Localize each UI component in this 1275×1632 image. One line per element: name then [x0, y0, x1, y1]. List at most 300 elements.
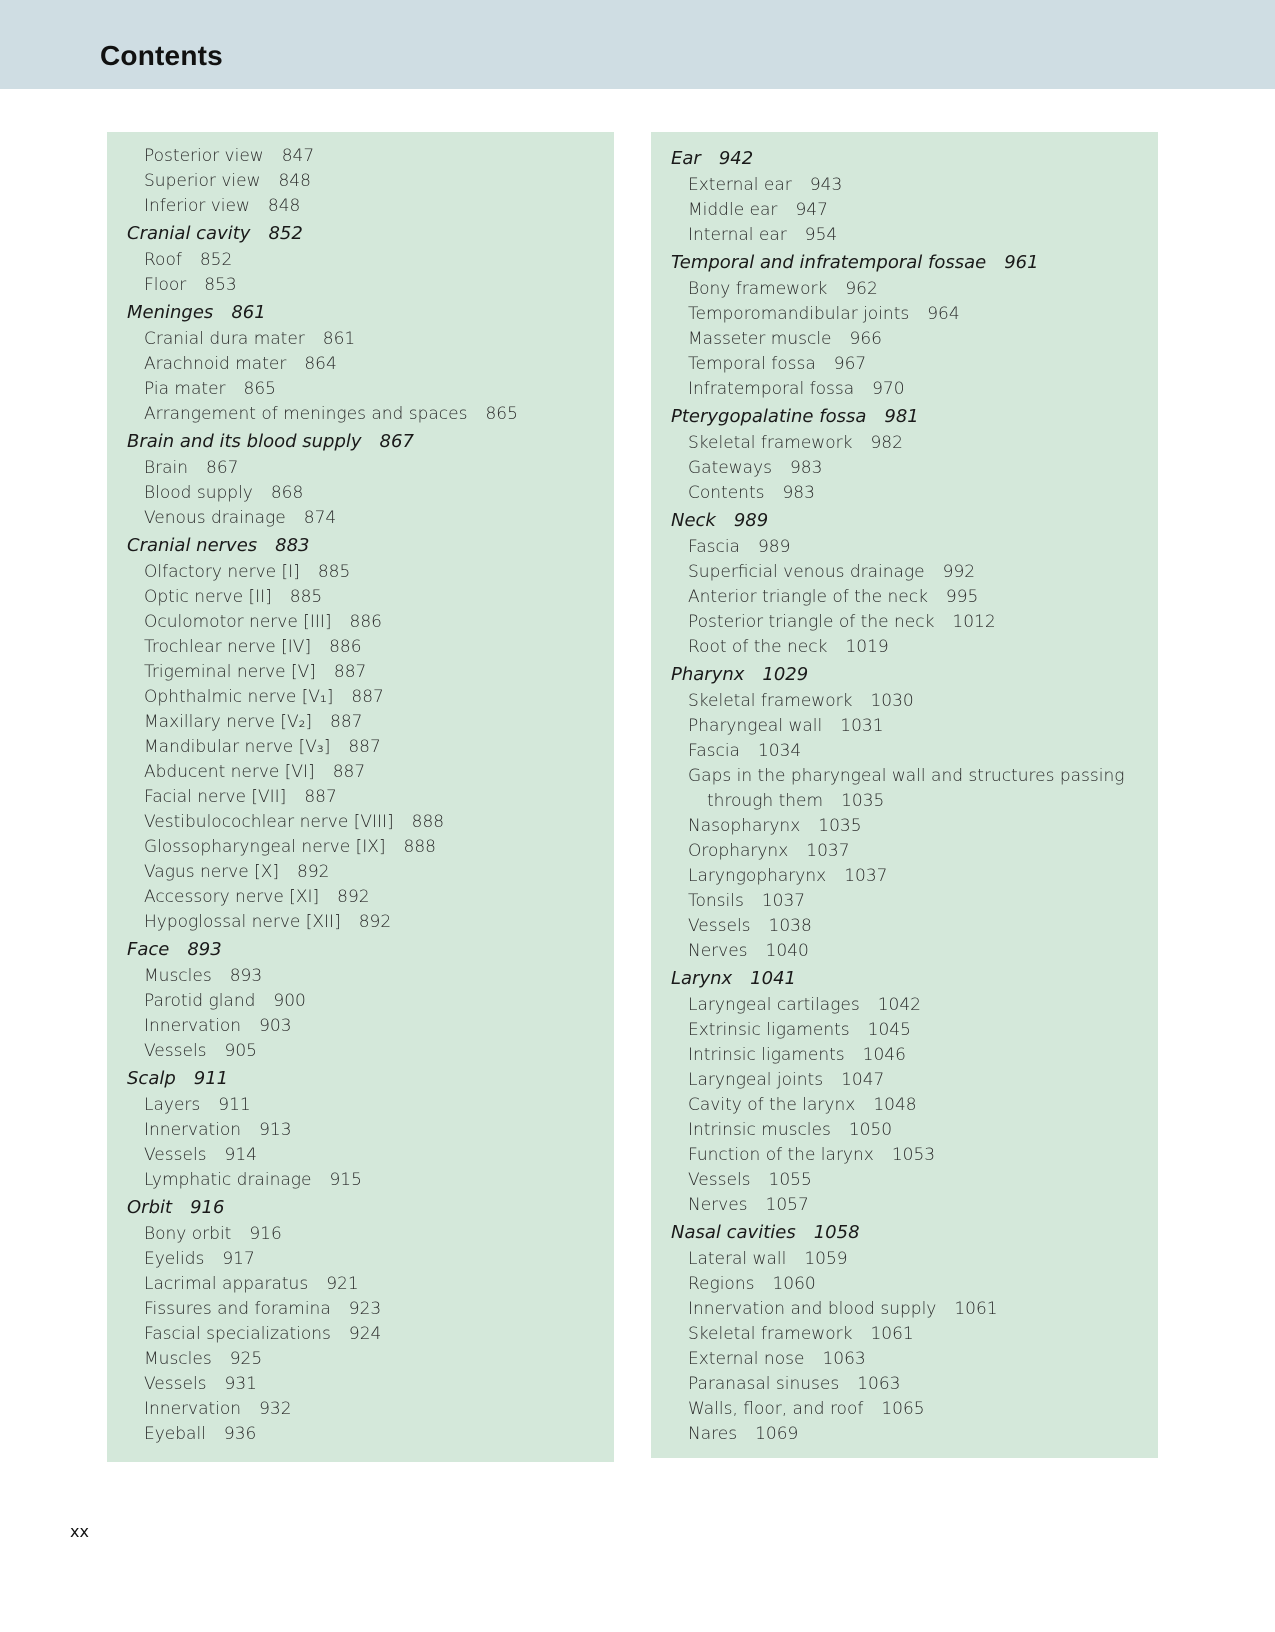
toc-page-number: 1047 [841, 1070, 885, 1090]
toc-subentry[interactable] [127, 760, 598, 785]
toc-subentry[interactable] [671, 1322, 1142, 1347]
toc-subentry[interactable] [127, 1372, 598, 1397]
toc-subentry[interactable] [127, 1247, 598, 1272]
toc-entry-title: Gaps in the pharyngeal wall and structures passing [688, 766, 1125, 786]
toc-page-number: 1029 [762, 664, 809, 685]
toc-entry-title: Intrinsic ligaments [688, 1045, 845, 1065]
toc-subentry[interactable] [127, 610, 598, 635]
toc-subentry[interactable] [127, 910, 598, 935]
toc-page-number: 1037 [844, 866, 888, 886]
toc-entry-title: Venous drainage [144, 508, 286, 528]
toc-page-number: 983 [789, 458, 823, 478]
toc-page-number: 911 [193, 1068, 229, 1089]
toc-entry-title: Parotid gland [144, 991, 256, 1011]
toc-subentry[interactable] [127, 735, 598, 760]
toc-section-entry[interactable] [127, 220, 598, 248]
toc-subentry[interactable] [127, 377, 598, 402]
toc-column-left [107, 132, 614, 1462]
toc-page-number: 942 [718, 148, 754, 169]
toc-entry-title: Mandibular nerve [V₃] [144, 737, 331, 757]
toc-entry-title: Oropharynx [688, 841, 789, 861]
toc-entry-title: Fascial specializations [144, 1324, 331, 1344]
toc-entry-title: Skeletal framework [688, 433, 853, 453]
toc-subentry[interactable] [127, 273, 598, 298]
toc-entry-title: Muscles [144, 1349, 212, 1369]
toc-entry-title: Innervation and blood supply [688, 1299, 937, 1319]
toc-subentry[interactable] [127, 964, 598, 989]
toc-entry-title: Eyeball [144, 1424, 206, 1444]
toc-page-number: 886 [329, 637, 362, 657]
toc-subentry[interactable] [127, 1168, 598, 1193]
toc-entry-title: Infratemporal fossa [688, 379, 855, 399]
toc-subentry[interactable] [671, 1168, 1142, 1193]
toc-subentry[interactable] [127, 402, 598, 427]
toc-section-entry[interactable] [671, 507, 1142, 535]
toc-page-number: 861 [322, 329, 356, 349]
toc-entry-title: Root of the neck [688, 637, 828, 657]
toc-section-entry[interactable] [127, 428, 598, 456]
toc-page-number: 852 [268, 223, 303, 244]
toc-entry-title: Scalp [127, 1068, 176, 1089]
toc-entry-title: Pharyngeal wall [688, 716, 823, 736]
toc-subentry[interactable] [671, 1093, 1142, 1118]
toc-entry-title: Cranial nerves [127, 535, 258, 556]
toc-subentry[interactable] [671, 789, 1142, 814]
toc-section-entry[interactable] [127, 1194, 598, 1222]
toc-entry-title: Maxillary nerve [V₂] [144, 712, 313, 732]
toc-entry-title: Face [127, 939, 170, 960]
toc-page-number: 1050 [848, 1120, 893, 1140]
toc-entry-title: Anterior triangle of the neck [688, 587, 928, 607]
toc-subentry[interactable] [127, 660, 598, 685]
toc-page-number: 1041 [750, 968, 796, 989]
toc-entry-title: Roof [144, 250, 182, 270]
toc-entry-title: Innervation [144, 1399, 242, 1419]
toc-subentry[interactable] [127, 481, 598, 506]
toc-page-number: 962 [845, 279, 878, 299]
toc-entry-title: Trochlear nerve [IV] [144, 637, 312, 657]
toc-page-number: 983 [782, 483, 815, 503]
toc-entry-title: Bony orbit [144, 1224, 232, 1244]
page-number: xx [70, 1522, 89, 1541]
toc-subentry[interactable] [671, 560, 1142, 585]
toc-entry-title: Fascia [688, 741, 740, 761]
toc-subentry[interactable] [671, 635, 1142, 660]
toc-page-number: 936 [223, 1424, 257, 1444]
toc-subentry[interactable] [671, 814, 1142, 839]
toc-entry-title: Nasal cavities [671, 1222, 796, 1243]
toc-entry-title: Hypoglossal nerve [XII] [144, 912, 341, 932]
toc-entry-title: Contents [688, 483, 765, 503]
toc-entry-title: Bony framework [688, 279, 828, 299]
toc-subentry[interactable] [671, 352, 1142, 377]
toc-page-number: 1053 [891, 1145, 936, 1165]
toc-entry-title: Extrinsic ligaments [688, 1020, 850, 1040]
toc-page-number: 887 [330, 712, 363, 732]
toc-subentry[interactable] [671, 1297, 1142, 1322]
toc-page-number: 1046 [862, 1045, 906, 1065]
toc-subentry[interactable] [127, 685, 598, 710]
toc-entry-title: Larynx [671, 968, 733, 989]
toc-page-number: 917 [222, 1249, 255, 1269]
toc-entry-title: Lymphatic drainage [144, 1170, 312, 1190]
toc-subentry[interactable] [127, 194, 598, 219]
toc-subentry[interactable] [127, 1143, 598, 1168]
toc-entry-title: Vessels [144, 1145, 207, 1165]
toc-page-number: 1065 [881, 1399, 925, 1419]
toc-page-number: 848 [278, 171, 311, 191]
toc-entry-title: Blood supply [144, 483, 253, 503]
header-band [0, 0, 1275, 89]
toc-entry-title: Ear [671, 148, 701, 169]
toc-entry-title: Laryngeal cartilages [688, 995, 860, 1015]
toc-subentry[interactable] [671, 1068, 1142, 1093]
toc-entry-title: Vessels [688, 916, 751, 936]
toc-subentry[interactable] [127, 1222, 598, 1247]
toc-page-number: 1061 [954, 1299, 998, 1319]
toc-subentry[interactable] [127, 785, 598, 810]
toc-entry-title: Paranasal sinuses [688, 1374, 840, 1394]
toc-entry-title: Orbit [127, 1197, 173, 1218]
toc-entry-title: through them [707, 791, 824, 811]
toc-page-number: 867 [206, 458, 239, 478]
toc-entry-title: Inferior view [144, 196, 250, 216]
toc-page-number: 924 [348, 1324, 382, 1344]
toc-entry-title: Vessels [688, 1170, 751, 1190]
toc-subentry[interactable] [127, 635, 598, 660]
toc-page-number: 1061 [870, 1324, 914, 1344]
toc-entry-title: Skeletal framework [688, 691, 853, 711]
toc-subentry[interactable] [127, 835, 598, 860]
toc-page-number: 916 [249, 1224, 282, 1244]
toc-page-number: 892 [337, 887, 370, 907]
toc-subentry[interactable] [127, 456, 598, 481]
toc-page-number: 888 [403, 837, 436, 857]
toc-subentry[interactable] [671, 456, 1142, 481]
toc-subentry[interactable] [671, 939, 1142, 964]
toc-page-number: 893 [229, 966, 263, 986]
toc-subentry[interactable] [127, 1397, 598, 1422]
toc-page-number: 1012 [952, 612, 996, 632]
toc-entry-title: Olfactory nerve [I] [144, 562, 300, 582]
toc-page-number: 868 [270, 483, 304, 503]
toc-subentry[interactable] [127, 1272, 598, 1297]
toc-subentry[interactable] [127, 248, 598, 273]
toc-page-number: 981 [884, 406, 919, 427]
toc-subentry[interactable] [671, 739, 1142, 764]
toc-entry-title: Laryngeal joints [688, 1070, 824, 1090]
toc-subentry[interactable] [127, 1039, 598, 1064]
toc-entry-title: Vessels [144, 1041, 207, 1061]
toc-subentry[interactable] [671, 1397, 1142, 1422]
toc-page-number: 874 [303, 508, 337, 528]
toc-entry-title: Nerves [688, 941, 748, 961]
toc-subentry[interactable] [671, 377, 1142, 402]
toc-page-number: 864 [304, 354, 337, 374]
toc-entry-title: Fascia [688, 537, 740, 557]
toc-page-number: 916 [190, 1197, 225, 1218]
toc-page-number: 943 [809, 175, 843, 195]
toc-page-number: 885 [317, 562, 351, 582]
toc-subentry[interactable] [127, 860, 598, 885]
toc-entry-title: Vestibulocochlear nerve [VIII] [144, 812, 394, 832]
toc-page-number: 892 [358, 912, 392, 932]
toc-page-number: 1019 [845, 637, 889, 657]
toc-page-number: 1030 [870, 691, 914, 711]
toc-page-number: 947 [795, 200, 828, 220]
toc-subentry[interactable] [671, 1372, 1142, 1397]
toc-entry-title: Regions [688, 1274, 755, 1294]
toc-page-number: 865 [485, 404, 518, 424]
toc-entry-title: Skeletal framework [688, 1324, 853, 1344]
toc-section-entry[interactable] [671, 249, 1142, 277]
toc-entry-title: Superior view [144, 171, 261, 191]
toc-page-number: 1048 [873, 1095, 917, 1115]
toc-subentry[interactable] [127, 169, 598, 194]
toc-subentry[interactable] [671, 1193, 1142, 1218]
toc-subentry[interactable] [671, 839, 1142, 864]
toc-entry-title: Innervation [144, 1120, 242, 1140]
toc-entry-title: Superficial venous drainage [688, 562, 925, 582]
toc-section-entry[interactable] [671, 145, 1142, 173]
toc-entry-title: Nasopharynx [688, 816, 801, 836]
toc-entry-title: Nerves [688, 1195, 748, 1215]
toc-subentry[interactable] [671, 1422, 1142, 1447]
toc-entry-title: Accessory nerve [XI] [144, 887, 320, 907]
toc-page-number: 847 [281, 146, 315, 166]
toc-subentry[interactable] [671, 889, 1142, 914]
toc-page-number: 867 [379, 431, 414, 452]
toc-subentry[interactable] [671, 610, 1142, 635]
toc-entry-title: Laryngopharynx [688, 866, 827, 886]
toc-subentry[interactable] [671, 302, 1142, 327]
toc-entry-title: Layers [144, 1095, 201, 1115]
toc-page-number: 1069 [755, 1424, 799, 1444]
toc-entry-title: Internal ear [688, 225, 787, 245]
toc-subentry[interactable] [127, 989, 598, 1014]
toc-entry-title: Arachnoid mater [144, 354, 287, 374]
toc-page-number: 1063 [857, 1374, 901, 1394]
toc-page-number: 892 [297, 862, 330, 882]
toc-page-number: 964 [927, 304, 960, 324]
toc-subentry[interactable] [671, 481, 1142, 506]
toc-page-number: 848 [267, 196, 301, 216]
toc-page-number: 915 [329, 1170, 362, 1190]
toc-section-entry[interactable] [671, 1219, 1142, 1247]
toc-subentry[interactable] [127, 710, 598, 735]
toc-page-number: 992 [942, 562, 976, 582]
toc-entry-title: Facial nerve [VII] [144, 787, 287, 807]
toc-entry-title: Cranial dura mater [144, 329, 305, 349]
toc-page-number: 1037 [761, 891, 806, 911]
toc-entry-title: Neck [671, 510, 716, 531]
toc-page-number: 865 [243, 379, 276, 399]
toc-entry-title: Fissures and foramina [144, 1299, 331, 1319]
toc-entry-title: Vessels [144, 1374, 207, 1394]
toc-subentry[interactable] [671, 689, 1142, 714]
toc-entry-title: Brain [144, 458, 189, 478]
toc-subentry[interactable] [127, 1297, 598, 1322]
toc-section-entry[interactable] [671, 661, 1142, 689]
toc-subentry[interactable] [671, 173, 1142, 198]
toc-entry-title: Meninges [127, 302, 214, 323]
toc-entry-title: Intrinsic muscles [688, 1120, 831, 1140]
toc-subentry[interactable] [671, 764, 1142, 789]
toc-subentry[interactable] [671, 993, 1142, 1018]
toc-page-number: 1045 [867, 1020, 911, 1040]
toc-page-number: 1040 [765, 941, 809, 961]
toc-page-number: 982 [870, 433, 903, 453]
toc-entry-title: Gateways [688, 458, 772, 478]
toc-page-number: 961 [1004, 252, 1039, 273]
toc-entry-title: Posterior triangle of the neck [688, 612, 935, 632]
toc-entry-title: Floor [144, 275, 187, 295]
toc-entry-title: Trigeminal nerve [V] [144, 662, 316, 682]
toc-page-number: 887 [351, 687, 384, 707]
toc-column-right [651, 132, 1158, 1458]
toc-subentry[interactable] [127, 585, 598, 610]
toc-subentry[interactable] [671, 327, 1142, 352]
toc-page-number: 954 [804, 225, 838, 245]
toc-entry-title: Temporomandibular joints [688, 304, 910, 324]
toc-subentry[interactable] [127, 1322, 598, 1347]
toc-page-number: 911 [218, 1095, 251, 1115]
toc-subentry[interactable] [671, 1347, 1142, 1372]
toc-subentry[interactable] [127, 560, 598, 585]
toc-page-number: 923 [348, 1299, 382, 1319]
toc-subentry[interactable] [127, 810, 598, 835]
toc-entry-title: Posterior view [144, 146, 264, 166]
toc-section-entry[interactable] [127, 1065, 598, 1093]
toc-subentry[interactable] [671, 431, 1142, 456]
toc-page-number: 1057 [765, 1195, 809, 1215]
toc-entry-title: Function of the larynx [688, 1145, 874, 1165]
toc-section-entry[interactable] [127, 936, 598, 964]
toc-page-number: 887 [348, 737, 381, 757]
toc-entry-title: Pharynx [671, 664, 745, 685]
toc-entry-title: Lateral wall [688, 1249, 787, 1269]
toc-page-number: 1035 [841, 791, 885, 811]
toc-subentry[interactable] [671, 1143, 1142, 1168]
toc-page-number: 967 [833, 354, 867, 374]
toc-entry-title: External ear [688, 175, 792, 195]
toc-page-number: 1035 [818, 816, 862, 836]
toc-subentry[interactable] [671, 1247, 1142, 1272]
toc-page-number: 921 [326, 1274, 359, 1294]
toc-entry-title: Vagus nerve [X] [144, 862, 280, 882]
toc-subentry[interactable] [127, 1422, 598, 1447]
toc-subentry[interactable] [671, 1272, 1142, 1297]
toc-entry-title: External nose [688, 1349, 805, 1369]
toc-subentry[interactable] [671, 198, 1142, 223]
toc-page-number: 1034 [757, 741, 802, 761]
toc-page-number: 932 [259, 1399, 292, 1419]
toc-subentry[interactable] [671, 277, 1142, 302]
toc-entry-title: Glossopharyngeal nerve [IX] [144, 837, 386, 857]
toc-entry-title: Middle ear [688, 200, 778, 220]
toc-page-number: 1037 [806, 841, 850, 861]
toc-page-number: 966 [849, 329, 882, 349]
toc-entry-title: Innervation [144, 1016, 242, 1036]
toc-entry-title: Pterygopalatine fossa [671, 406, 867, 427]
toc-page-number: 887 [304, 787, 337, 807]
toc-entry-title: Arrangement of meninges and spaces [144, 404, 468, 424]
toc-entry-title: Masseter muscle [688, 329, 832, 349]
toc-entry-title: Optic nerve [II] [144, 587, 272, 607]
toc-entry-title: Nares [688, 1424, 738, 1444]
toc-subentry[interactable] [671, 914, 1142, 939]
toc-page-number: 1031 [840, 716, 884, 736]
toc-page-number: 989 [733, 510, 769, 531]
toc-entry-title: Abducent nerve [VI] [144, 762, 315, 782]
toc-section-entry[interactable] [127, 299, 598, 327]
toc-subentry[interactable] [671, 1018, 1142, 1043]
toc-page-number: 995 [945, 587, 979, 607]
toc-section-entry[interactable] [127, 532, 598, 560]
toc-subentry[interactable] [127, 144, 598, 169]
toc-entry-title: Eyelids [144, 1249, 205, 1269]
toc-subentry[interactable] [127, 506, 598, 531]
toc-subentry[interactable] [127, 1347, 598, 1372]
toc-subentry[interactable] [671, 585, 1142, 610]
toc-entry-title: Temporal fossa [688, 354, 816, 374]
toc-subentry[interactable] [671, 1043, 1142, 1068]
toc-page-number: 931 [224, 1374, 257, 1394]
toc-entry-title: Temporal and infratemporal fossae [671, 252, 987, 273]
toc-subentry[interactable] [671, 223, 1142, 248]
toc-subentry[interactable] [671, 714, 1142, 739]
toc-page-number: 989 [757, 537, 791, 557]
toc-entry-title: Pia mater [144, 379, 226, 399]
toc-subentry[interactable] [127, 327, 598, 352]
toc-page-number: 887 [332, 762, 366, 782]
toc-page-number: 852 [199, 250, 233, 270]
toc-page-number: 853 [204, 275, 237, 295]
toc-page-number: 1042 [877, 995, 921, 1015]
toc-entry-title: Cranial cavity [127, 223, 251, 244]
toc-page-number: 1038 [768, 916, 812, 936]
toc-entry-title: Muscles [144, 966, 212, 986]
toc-page-number: 883 [275, 535, 310, 556]
toc-subentry[interactable] [127, 1093, 598, 1118]
toc-page-number: 905 [224, 1041, 257, 1061]
toc-page-number: 913 [259, 1120, 292, 1140]
toc-subentry[interactable] [671, 535, 1142, 560]
toc-page-number: 1060 [772, 1274, 816, 1294]
toc-subentry[interactable] [671, 1118, 1142, 1143]
toc-subentry[interactable] [127, 1014, 598, 1039]
toc-section-entry[interactable] [671, 965, 1142, 993]
toc-entry-title: Walls, floor, and roof [688, 1399, 864, 1419]
toc-page-number: 970 [872, 379, 905, 399]
toc-page-number: 1059 [804, 1249, 848, 1269]
toc-subentry[interactable] [127, 885, 598, 910]
toc-subentry[interactable] [671, 864, 1142, 889]
toc-page-number: 886 [349, 612, 382, 632]
toc-page-number: 1058 [813, 1222, 860, 1243]
toc-subentry[interactable] [127, 1118, 598, 1143]
toc-entry-title: Cavity of the larynx [688, 1095, 856, 1115]
toc-page-number: 914 [224, 1145, 257, 1165]
toc-section-entry[interactable] [671, 403, 1142, 431]
toc-page-number: 1055 [768, 1170, 812, 1190]
toc-subentry[interactable] [127, 352, 598, 377]
toc-entry-title: Oculomotor nerve [III] [144, 612, 332, 632]
toc-entry-title: Lacrimal apparatus [144, 1274, 309, 1294]
page-title: Contents [100, 40, 223, 71]
toc-page-number: 861 [231, 302, 266, 323]
toc-page-number: 903 [259, 1016, 292, 1036]
